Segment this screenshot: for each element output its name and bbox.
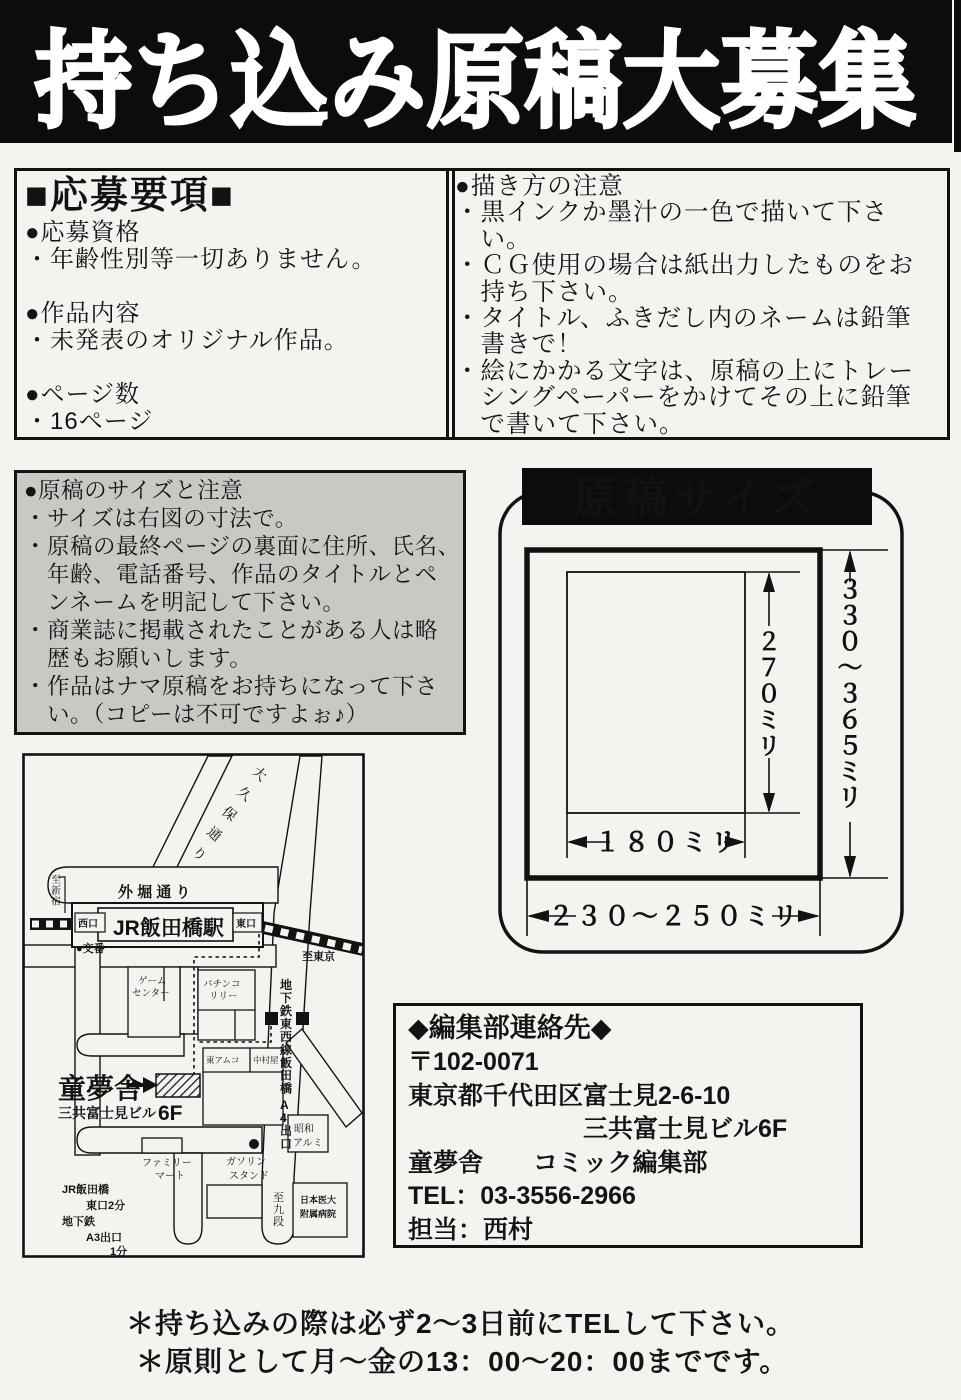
domusha-building: [156, 1074, 200, 1097]
text-line: い。: [455, 225, 532, 253]
map-label: 6F: [158, 1102, 183, 1125]
text-line: い。（コピーは不可ですよぉ♪）: [24, 702, 369, 727]
map-label: 東口2分: [86, 1200, 126, 1212]
text-line: [25, 273, 444, 300]
map-label: ガソリン: [226, 1157, 266, 1168]
map-label: 至新宿: [51, 875, 61, 908]
map-label: 中村屋: [253, 1055, 279, 1065]
building-family-mart: [142, 1138, 182, 1153]
map-label: 久: [234, 783, 256, 805]
text-line: ●原稿のサイズと注意: [24, 478, 244, 503]
map-label: ゲーム: [138, 976, 167, 987]
map-label: 東アムコ: [206, 1055, 240, 1065]
map-label: 至九段: [273, 1192, 284, 1228]
access-map: [22, 753, 365, 1258]
text-line: ●ページ数: [25, 381, 141, 408]
application-requirements-text: [25, 219, 444, 435]
size-notes-box: [14, 470, 466, 735]
contact-lines: [408, 1046, 848, 1247]
scan-edge-artifact: [954, 0, 961, 152]
map-label: ファミリー: [142, 1158, 192, 1169]
map-label: スタンド: [229, 1171, 269, 1182]
gas-station-dot: [249, 1139, 259, 1149]
map-label: 童夢舎: [58, 1073, 143, 1104]
text-line: ・黒インクか墨汁の一色で描いて下さ: [455, 199, 889, 227]
text-line: 年齢、電話番号、作品のタイトルとペ: [24, 562, 438, 587]
map-label: 通: [204, 823, 226, 845]
map-label: パチンコ: [203, 979, 241, 990]
text-line: 書きで！: [455, 331, 583, 359]
page-title-banner: [0, 0, 952, 143]
map-label: 昭和: [294, 1124, 314, 1135]
text-line: ・タイトル、ふきだし内のネームは鉛筆: [455, 305, 912, 333]
text-line: 歴もお願いします。: [24, 646, 253, 671]
drawing-notes-box: [446, 168, 950, 440]
text-line: ・作品はナマ原稿をお持ちになって下さ: [24, 674, 439, 699]
text-line: ・サイズは右図の寸法で。: [24, 506, 298, 531]
manuscript-size-diagram: [488, 466, 912, 960]
text-line: [25, 354, 444, 381]
drawing-notes-text: [455, 174, 941, 438]
map-label: 1分: [110, 1246, 128, 1258]
text-line: ・原稿の最終ページの裏面に住所、氏名、: [24, 534, 461, 559]
map-label: 三共富士見ビル: [58, 1105, 156, 1121]
subway-entrance-marker: [296, 1012, 309, 1025]
text-line: ・16ページ: [25, 408, 154, 435]
map-label: 保: [219, 803, 241, 825]
text-line: ●描き方の注意: [455, 173, 624, 200]
map-label: 大: [249, 763, 271, 785]
map-label: アルミ: [293, 1138, 323, 1149]
map-label: 附属病院: [300, 1209, 337, 1219]
size-notes-text: [24, 477, 461, 729]
application-requirements-box: [14, 168, 455, 440]
text-line: 東京都千代田区富士見2-6-10: [408, 1081, 731, 1110]
text-line: シングペーパーをかけてその上に鉛筆: [455, 384, 912, 412]
diagram-title: 原稿サイズ: [573, 474, 821, 523]
text-line: ・未発表のオリジナル作品。: [25, 327, 349, 354]
page-title: 持ち込み原稿大募集: [35, 21, 917, 140]
map-label: 東口: [236, 919, 256, 930]
editorial-contact-box: [393, 1003, 863, 1248]
dim-inner-width: １８０ミリ: [594, 827, 740, 857]
road-middle-vertical-upper: [180, 967, 198, 1034]
text-line: ・商業誌に掲載されたことがある人は略: [24, 618, 439, 643]
dim-inner-height: ２７０ミリ: [757, 629, 781, 760]
map-label: 外 堀 通 り: [118, 884, 191, 901]
text-line: ●応募資格: [25, 219, 141, 246]
dim-outer-height: ３３０～３６５ミリ: [837, 576, 863, 812]
footer-note-2: ＊原則として月～金の13：00～20：00までです。: [136, 1346, 789, 1377]
map-label: A3出口: [86, 1232, 123, 1244]
text-line: 童夢舎 コミック編集部: [408, 1148, 708, 1177]
subway-entrance-marker: [265, 1012, 278, 1025]
map-label: 至東京: [302, 951, 335, 963]
text-line: ンネームを明記して下さい。: [24, 590, 346, 615]
text-line: 〒102-0071: [408, 1048, 539, 1076]
map-label: JR飯田橋駅: [113, 917, 224, 940]
map-label: ●交番: [76, 943, 105, 955]
map-label: マート: [155, 1171, 185, 1182]
road-under-station: [24, 945, 276, 967]
application-requirements-title: ■応募要項■: [25, 175, 235, 217]
map-label: り: [189, 843, 211, 865]
text-line: ・ＣＧ使用の場合は紙出力したものをお: [455, 252, 914, 280]
text-line: 三共富士見ビル6F: [408, 1115, 788, 1143]
building-gas-station: [207, 1185, 262, 1218]
map-label: A 4 出口: [280, 1098, 293, 1151]
text-line: 担当：西村: [408, 1215, 534, 1244]
text-line: ●作品内容: [25, 300, 141, 327]
map-label: 西口: [78, 919, 98, 930]
map-label: 地下鉄東西線飯田橋: [280, 978, 293, 1096]
contact-heading: ◆編集部連絡先◆: [408, 1013, 612, 1043]
text-line: ・絵にかかる文字は、原稿の上にトレー: [455, 357, 914, 385]
map-label: JR飯田橋: [62, 1184, 110, 1196]
text-line: 持ち下さい。: [455, 278, 634, 306]
dim-outer-width: ２３０～２５０ミリ: [547, 901, 801, 931]
map-label: 地下鉄: [62, 1216, 95, 1228]
map-roads: [24, 756, 362, 1244]
map-label: リリー: [209, 991, 238, 1002]
text-line: で書いて下さい。: [455, 410, 685, 438]
text-line: TEL：03-3556-2966: [408, 1182, 636, 1210]
map-label: センター: [132, 988, 170, 999]
footer-note-1: ＊持ち込みの際は必ず2～3日前にTELして下さい。: [126, 1308, 796, 1339]
text-line: ・年齢性別等一切ありません。: [25, 246, 377, 273]
map-label: 日本医大: [300, 1195, 337, 1205]
